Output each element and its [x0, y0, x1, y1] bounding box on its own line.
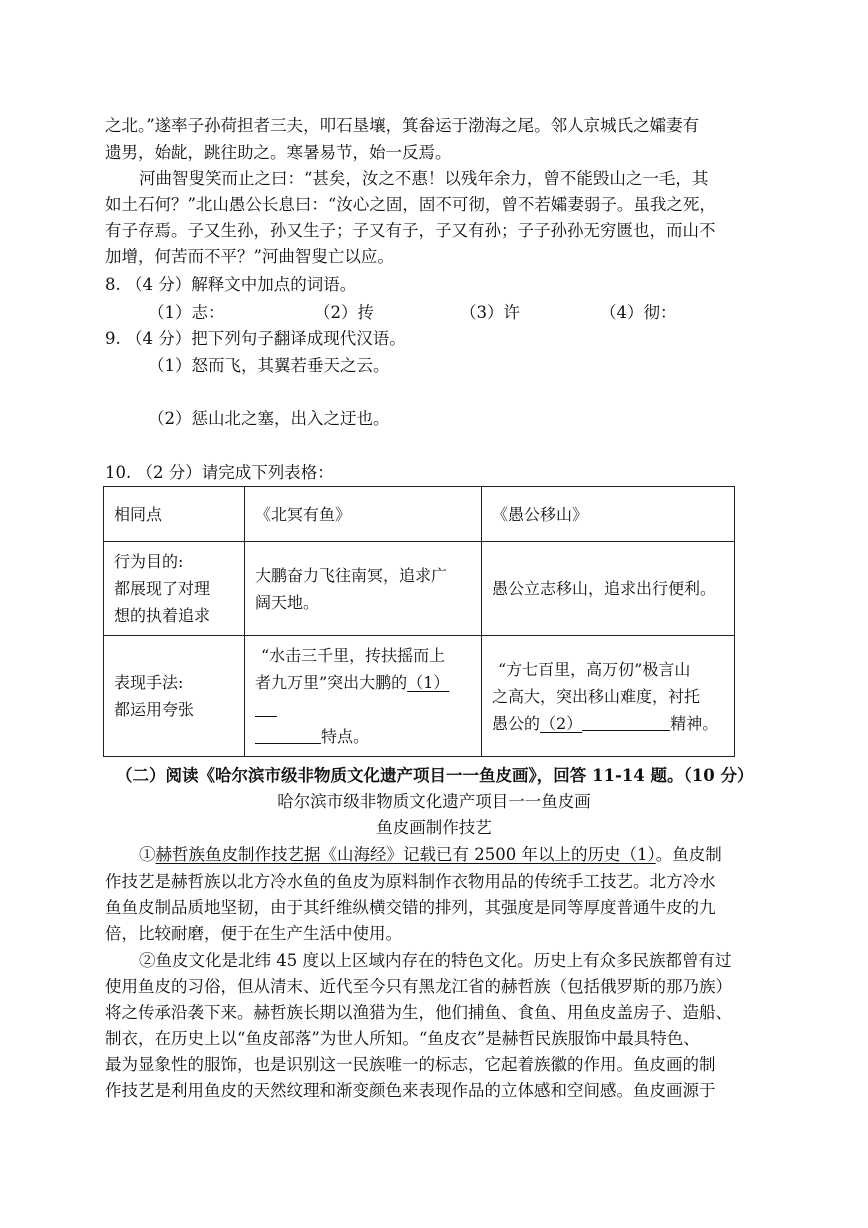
- paragraph-number: ①: [139, 845, 156, 864]
- paragraph-1-line: 作技艺是赫哲族以北方冷水鱼的鱼皮为原料制作衣物用品的传统手工技艺。北方冷水: [105, 872, 716, 891]
- cell-line: [255, 723, 471, 750]
- passage-line: 遗男，始龀，跳往助之。寒暑易节，始一反焉。: [105, 143, 452, 162]
- paragraph-2-line: ②鱼皮文化是北纬 45 度以上区域内存在的特色文化。历史上有众多民族都曾有过: [139, 951, 732, 970]
- cell-line: 表现手法:: [114, 673, 184, 692]
- article-subtitle: 鱼皮画制作技艺: [376, 818, 492, 837]
- cell-line: 之高大，突出移山难度，衬托: [492, 686, 701, 706]
- paragraph-1-line: 倍，比较耐磨，便于在生产生活中使用。: [105, 924, 402, 943]
- passage-line: 有子存焉。子又生孙，孙又生子；子又有子，子又有孙；子子孙孙无穷匮也，而山不: [105, 221, 716, 240]
- question-8-stem: 8. （4 分）解释文中加点的词语。: [105, 275, 357, 294]
- q8-item-4: （4）彻：: [600, 303, 677, 322]
- paragraph-2-line: 作技艺是利用鱼皮的天然纹理和渐变颜色来表现作品的立体感和空间感。鱼皮画源于: [105, 1081, 716, 1100]
- table-header-cell: 《北冥有鱼》: [245, 487, 482, 542]
- table-header-row: [104, 487, 735, 542]
- passage-line: 河曲智叟笑而止之曰：“甚矣，汝之不惠！以残年余力，曾不能毁山之一毛，其: [139, 169, 709, 188]
- question-10-stem: 10. （2 分）请完成下列表格：: [105, 463, 334, 482]
- paragraph-1-line: 鱼鱼皮制品质地坚韧，由于其纤维纵横交错的排列，其强度是同等厚度普通牛皮的九: [105, 898, 716, 917]
- cell-line: [255, 669, 471, 723]
- q9-sentence-2: （2）惩山北之塞，出入之迂也。: [148, 409, 390, 428]
- cell-line: 阔天地。: [255, 592, 320, 612]
- passage-line: 如土石何？”北山愚公长息曰：“汝心之固，固不可彻，曾不若孀妻弱子。虽我之死，: [105, 195, 716, 214]
- table-cell: [245, 542, 482, 636]
- table-cell: 愚公立志移山，追求出行便利。: [482, 542, 735, 636]
- paragraph-2-line: 最为显象性的服饰，也是识别这一民族唯一的标志，它起着族徽的作用。鱼皮画的制: [105, 1055, 716, 1074]
- cell-line: [492, 710, 724, 737]
- table-cell: [482, 636, 735, 757]
- cell-line: 想的执着追求: [114, 606, 211, 625]
- answer-blank: [255, 700, 277, 717]
- cell-text: 者九万里”突出大鹏的: [255, 673, 408, 692]
- blank-label-1: （1）: [407, 673, 450, 692]
- passage-line: 加增，何苦而不平？”河曲智叟亡以应。: [105, 247, 394, 266]
- cell-line: 都运用夸张: [114, 700, 195, 719]
- table-row: [104, 636, 735, 757]
- cell-line: 行为目的:: [114, 552, 184, 571]
- comparison-table: [103, 486, 735, 757]
- cell-line: 都展现了对理: [114, 579, 211, 598]
- table-row: [104, 542, 735, 636]
- q8-item-2: （2）抟: [314, 303, 374, 322]
- answer-blank: [255, 727, 321, 744]
- paragraph-2-line: 将之传承沿袭下来。赫哲族长期以渔猎为生，他们捕鱼、食鱼、用鱼皮盖房子、造船、: [105, 1003, 732, 1022]
- question-9-stem: 9. （4 分）把下列句子翻译成现代汉语。: [105, 329, 406, 348]
- cell-line: 大鹏奋力飞往南冥，追求广: [255, 565, 448, 585]
- blank-label-2: （2）: [540, 713, 583, 733]
- table-cell: [104, 542, 245, 636]
- paragraph-2-line: 制衣，在历史上以“鱼皮部落”为世人所知。“鱼皮衣”是赫哲民族服饰中最具特色、: [105, 1029, 700, 1048]
- q8-item-3: （3）许: [460, 303, 520, 322]
- cell-text: 精神。: [670, 713, 719, 733]
- paragraph-text: 。鱼皮制: [655, 845, 722, 864]
- cell-text: 特点。: [321, 727, 370, 746]
- table-header-cell: 《愚公移山》: [482, 487, 735, 542]
- q9-sentence-1: （1）怒而飞，其翼若垂天之云。: [148, 356, 390, 375]
- article-title: 哈尔滨市级非物质文化遗产项目一一鱼皮画: [277, 792, 591, 811]
- q8-item-1: （1）志：: [148, 303, 225, 322]
- cell-line: “方七百里，高万仞”极言山: [498, 659, 691, 679]
- cell-text: 愚公的: [492, 713, 541, 733]
- table-header-cell: 相同点: [104, 487, 245, 542]
- table-cell: [245, 636, 482, 757]
- underlined-sentence: 赫哲族鱼皮制作技艺据《山海经》记载已有 2500 年以上的历史（1）: [155, 845, 656, 864]
- section-heading: （二）阅读《哈尔滨市级非物质文化遗产项目一一鱼皮画》，回答 11-14 题。（10 分）: [116, 766, 754, 785]
- table-cell: [104, 636, 245, 757]
- passage-line: 之北。”遂率子孙荷担者三夫，叩石垦壤，箕畚运于渤海之尾。邻人京城氏之孀妻有: [105, 116, 700, 135]
- paragraph-2-line: 使用鱼皮的习俗，但从清末、近代至今只有黑龙江省的赫哲族（包括俄罗斯的那乃族）: [105, 977, 732, 996]
- cell-line: “水击三千里，抟扶摇而上: [261, 646, 446, 665]
- paragraph-1-line: [139, 844, 722, 866]
- answer-blank: [582, 714, 670, 731]
